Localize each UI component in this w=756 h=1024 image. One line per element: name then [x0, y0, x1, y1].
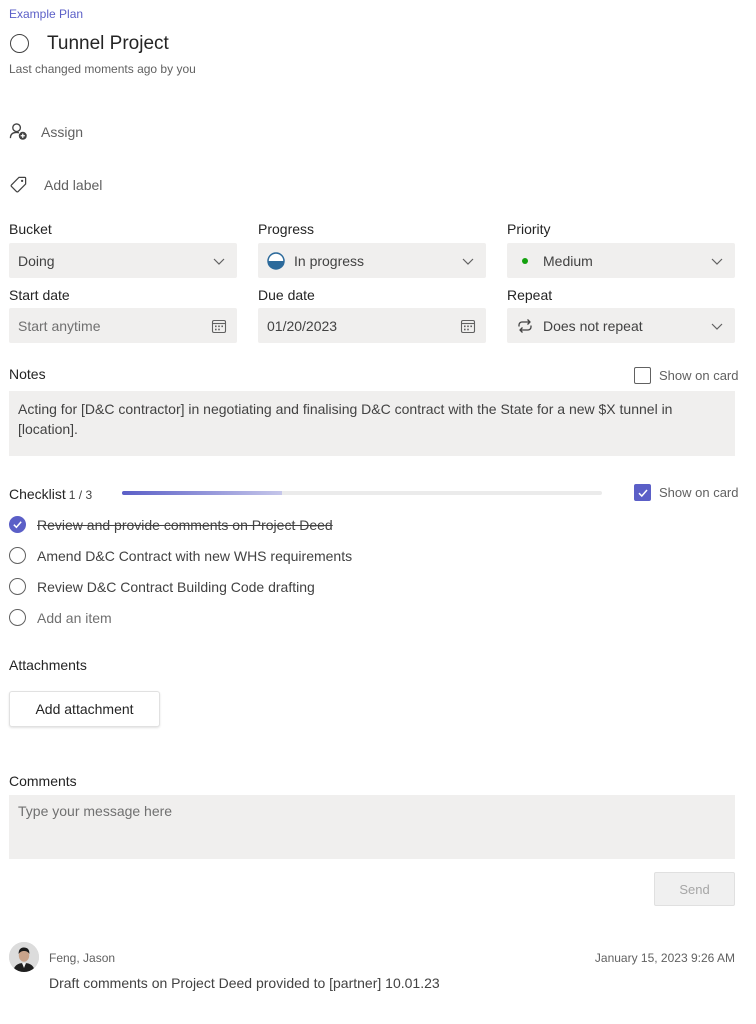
comment-author: Feng, Jason — [49, 951, 116, 965]
checkmark-icon — [12, 519, 23, 530]
repeat-label: Repeat — [507, 287, 553, 303]
checklist-item-text[interactable]: Review D&C Contract Building Code drafting — [37, 578, 315, 595]
start-date-field[interactable] — [9, 308, 237, 343]
notes-label: Notes — [9, 366, 46, 382]
attachments-label: Attachments — [9, 657, 87, 673]
bucket-dropdown[interactable] — [9, 243, 237, 278]
chevron-down-icon — [460, 253, 476, 269]
start-date-placeholder: Start anytime — [18, 317, 101, 334]
avatar — [9, 942, 39, 972]
checklist-item-checkbox[interactable] — [9, 578, 26, 595]
notes-show-on-card-checkbox[interactable] — [634, 367, 651, 384]
add-label-text: Add label — [44, 176, 103, 193]
send-button[interactable]: Send — [654, 872, 735, 906]
priority-value: Medium — [543, 252, 593, 269]
progress-label: Progress — [258, 221, 315, 237]
calendar-icon[interactable] — [460, 318, 476, 334]
checklist-label: Checklist — [9, 486, 66, 502]
checklist-show-on-card-label: Show on card — [659, 485, 739, 500]
bucket-label: Bucket — [9, 221, 52, 237]
checklist-item-checkbox[interactable] — [9, 547, 26, 564]
notes-show-on-card[interactable] — [634, 367, 739, 384]
repeat-dropdown[interactable] — [507, 308, 735, 343]
tag-icon — [9, 175, 28, 194]
bucket-value: Doing — [18, 252, 55, 269]
repeat-icon — [516, 317, 534, 335]
comment-text: Draft comments on Project Deed provided to [partner] 10.01.23 — [49, 975, 440, 991]
comments-label: Comments — [9, 773, 77, 789]
half-circle-icon — [267, 252, 285, 270]
add-item-input[interactable]: Add an item — [37, 609, 112, 626]
checkmark-icon — [637, 487, 649, 499]
checklist-count: 1 / 3 — [68, 488, 93, 502]
due-date-field[interactable] — [258, 308, 486, 343]
priority-dropdown[interactable] — [507, 243, 735, 278]
checklist-item[interactable] — [9, 578, 315, 595]
priority-label: Priority — [507, 221, 551, 237]
assign-row[interactable] — [9, 122, 83, 141]
progress-value: In progress — [294, 252, 365, 269]
checklist-show-on-card[interactable] — [634, 484, 739, 501]
checklist-show-on-card-checkbox[interactable] — [634, 484, 651, 501]
repeat-value: Does not repeat — [543, 317, 643, 334]
add-item-circle-icon — [9, 609, 26, 626]
checklist-item-text[interactable]: Amend D&C Contract with new WHS requirements — [37, 547, 353, 564]
chevron-down-icon — [709, 253, 725, 269]
chevron-down-icon — [709, 318, 725, 334]
notes-show-on-card-label: Show on card — [659, 368, 739, 383]
complete-task-checkbox[interactable] — [10, 34, 29, 53]
checklist-item-text[interactable]: Review and provide comments on Project Deed — [37, 516, 333, 533]
notes-textarea[interactable]: Acting for [D&C contractor] in negotiating and finalising D&C contract with the State for a new $X tunnel in [location]. — [9, 391, 735, 456]
checklist-header — [9, 486, 92, 502]
checklist-item-checkbox[interactable] — [9, 516, 26, 533]
due-date-label: Due date — [258, 287, 315, 303]
assign-person-icon — [9, 122, 28, 141]
last-changed-text: Last changed moments ago by you — [9, 62, 196, 76]
task-title[interactable]: Tunnel Project — [47, 33, 169, 54]
add-label-row[interactable] — [9, 175, 102, 194]
start-date-label: Start date — [9, 287, 70, 303]
person-avatar-icon — [9, 942, 39, 972]
comment-input[interactable]: Type your message here — [9, 795, 735, 859]
checklist-progress-bar — [122, 491, 602, 495]
calendar-icon[interactable] — [211, 318, 227, 334]
checklist-item[interactable] — [9, 547, 352, 564]
checklist-progress-fill — [122, 491, 282, 495]
priority-dot-icon — [522, 258, 528, 264]
plan-name[interactable]: Example Plan — [9, 7, 84, 21]
checklist-item[interactable] — [9, 516, 333, 533]
add-attachment-button[interactable]: Add attachment — [9, 691, 160, 727]
progress-dropdown[interactable] — [258, 243, 486, 278]
add-checklist-item[interactable] — [9, 609, 112, 626]
chevron-down-icon — [211, 253, 227, 269]
comment-timestamp: January 15, 2023 9:26 AM — [594, 951, 735, 965]
assign-label: Assign — [41, 123, 84, 140]
due-date-value: 01/20/2023 — [267, 317, 338, 334]
